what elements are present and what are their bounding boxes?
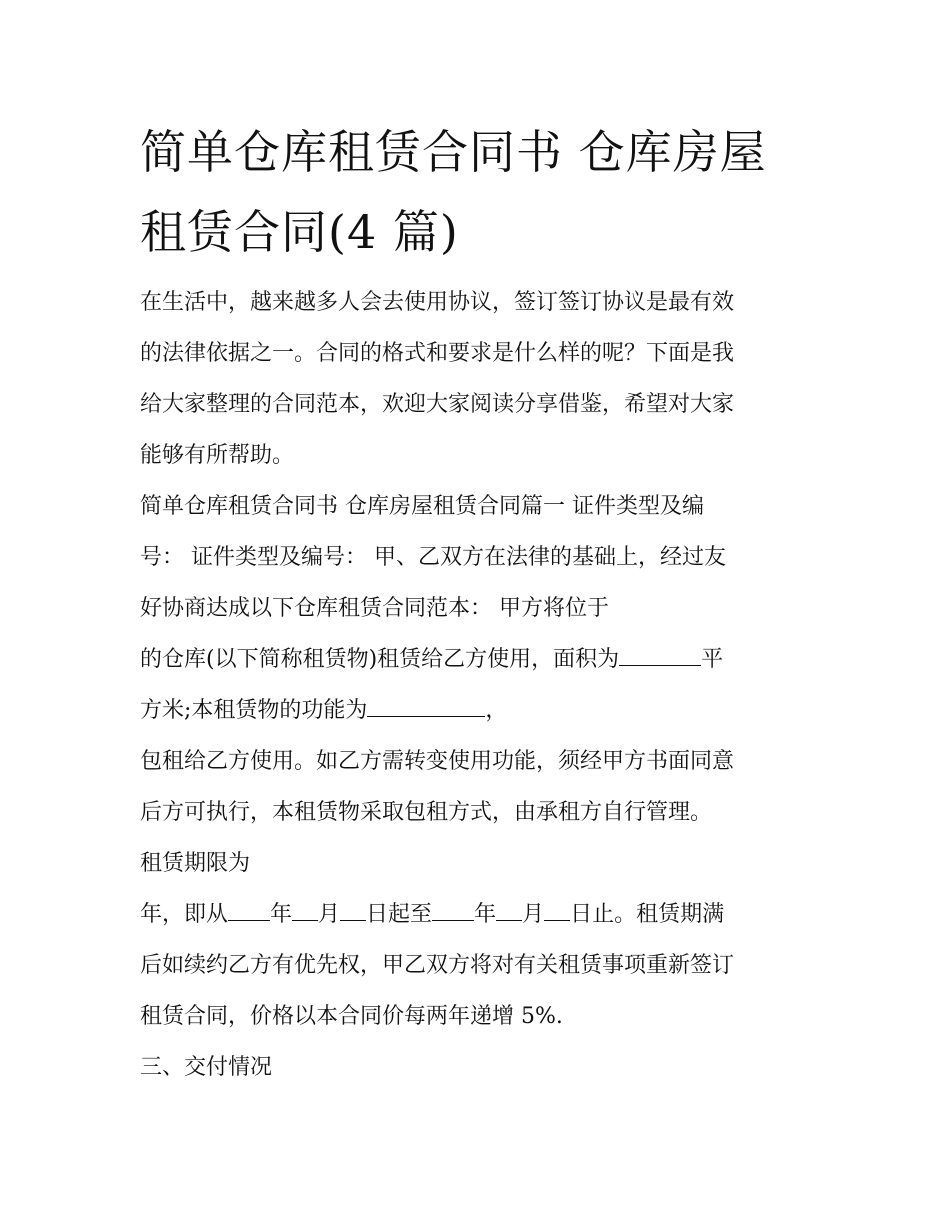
start-year-blank [228, 902, 270, 921]
start-month-blank [292, 902, 318, 921]
term-dates-line [140, 889, 820, 940]
title-line-2: 租赁合同(4 篇) [140, 205, 459, 259]
term-text: 年 [270, 902, 293, 927]
renewal-line: 租赁合同，价格以本合同价每两年递增 5%. [140, 1004, 563, 1029]
function-blank [367, 698, 485, 717]
intro-line: 在生活中，越来越多人会去使用协议，签订签订协议是最有效 [140, 290, 735, 315]
section-line: 号： 证件类型及编号： 甲、乙双方在法律的基础上，经过友 [140, 545, 726, 570]
function-line [140, 685, 820, 736]
title-line-1: 简单仓库租赁合同书 仓库房屋 [140, 125, 767, 179]
term-text: 日起至 [366, 902, 433, 927]
document-body [140, 277, 820, 1093]
renewal-line: 后如续约乙方有优先权，甲乙双方将对有关租赁事项重新签订 [140, 953, 735, 978]
term-text: 月 [318, 902, 341, 927]
function-text: 方米;本租赁物的功能为 [140, 698, 368, 723]
term-text: 月 [522, 902, 545, 927]
section-line: 简单仓库租赁合同书 仓库房屋租赁合同篇一 证件类型及编 [140, 494, 704, 519]
term-text: 年 [474, 902, 497, 927]
term-label-line: 租赁期限为 [140, 851, 251, 876]
usage-line: 包租给乙方使用。如乙方需转变使用功能，须经甲方书面同意 [140, 749, 735, 774]
start-day-blank [340, 902, 366, 921]
end-month-blank [496, 902, 522, 921]
term-text: 日止。租赁期满 [570, 902, 725, 927]
document-title [140, 112, 820, 272]
function-comma: ， [485, 698, 508, 723]
intro-line: 的法律依据之一。合同的格式和要求是什么样的呢？下面是我 [140, 341, 735, 366]
area-text: 的仓库(以下简称租赁物)租赁给乙方使用，面积为 [140, 647, 620, 672]
term-text: 年，即从 [140, 902, 229, 927]
intro-line: 给大家整理的合同范本，欢迎大家阅读分享借鉴，希望对大家 [140, 392, 735, 417]
section-line: 好协商达成以下仓库租赁合同范本： 甲方将位于 [140, 596, 609, 621]
section-heading: 三、交付情况 [140, 1055, 273, 1080]
area-blank [619, 647, 701, 666]
area-unit: 平 [701, 647, 724, 672]
intro-line: 能够有所帮助。 [140, 443, 295, 468]
usage-line: 后方可执行，本租赁物采取包租方式，由承租方自行管理。 [140, 800, 713, 825]
area-line [140, 634, 820, 685]
end-day-blank [544, 902, 570, 921]
end-year-blank [432, 902, 474, 921]
